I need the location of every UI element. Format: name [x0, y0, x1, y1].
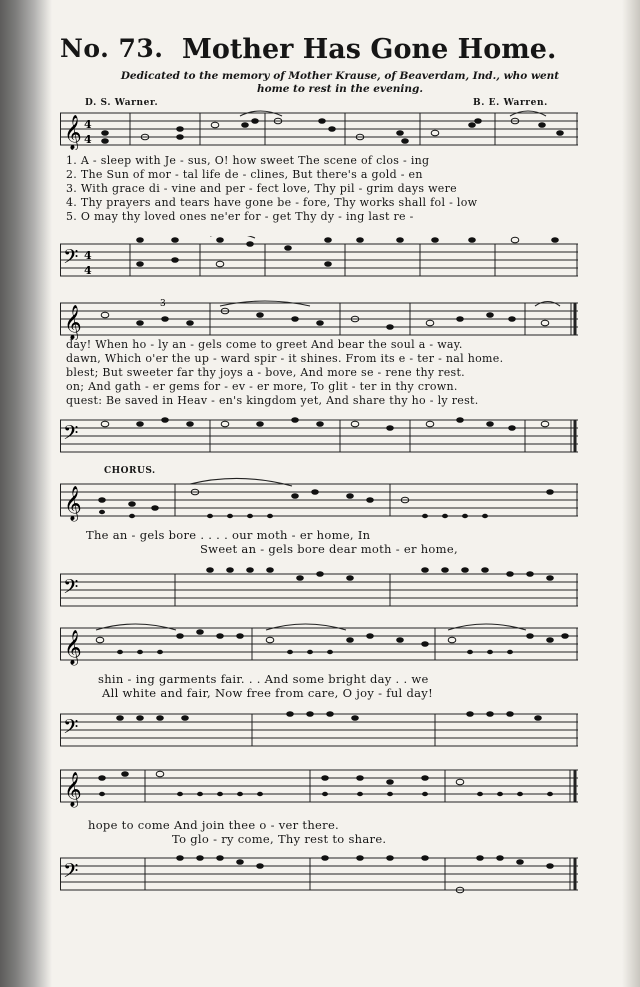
verse-3-system-2: blest; But sweeter far thy joys a - bove, And more se - rene thy rest.: [66, 366, 465, 379]
svg-text:𝄢: 𝄢: [63, 715, 79, 743]
chorus-line-1-upper: The an - gels bore . . . . our moth - er home, In: [86, 528, 371, 542]
verse-1-system-1: 1. A - sleep with Je - sus, O! how sweet The scene of clos - ing: [66, 154, 430, 167]
verse-2-system-2: dawn, Which o'er the up - ward spir - it shines. From its e - ter - nal home.: [66, 352, 504, 365]
chorus-line-2-lower: All white and fair, Now free from care, O joy - ful day!: [102, 686, 433, 700]
svg-text:𝄞: 𝄞: [64, 486, 82, 521]
verse-4-system-1: 4. Thy prayers and tears have gone be - fore, Thy works shall fol - low: [66, 196, 478, 209]
hymn-number: No. 73.: [60, 34, 164, 63]
svg-text:𝄞: 𝄞: [64, 305, 82, 340]
bass-staff: [60, 410, 580, 458]
svg-text:4: 4: [84, 264, 92, 277]
bass-staff: [60, 704, 580, 754]
music-system-4: [60, 620, 580, 760]
svg-text:𝄢: 𝄢: [63, 575, 79, 603]
dedication: [80, 70, 600, 96]
chorus-line-3-upper: hope to come And join thee o - ver there.: [88, 818, 340, 832]
verse-5-system-2: quest: Be saved in Heav - en's kingdom yet, And share thy ho - ly rest.: [66, 394, 479, 407]
music-system-3: [60, 466, 580, 616]
verse-4-system-2: on; And gath - er gems for - ev - er more, To glit - ter in thy crown.: [66, 380, 458, 393]
chorus-label: CHORUS.: [104, 466, 156, 476]
svg-text:𝄢: 𝄢: [63, 421, 79, 449]
treble-staff: [60, 620, 580, 666]
svg-text:𝄞: 𝄞: [64, 630, 82, 665]
verse-1-system-2: day! When ho - ly an - gels come to greet And bear the soul a - way.: [66, 338, 463, 351]
svg-text:𝄞: 𝄞: [64, 772, 82, 807]
chorus-line-1-lower: Sweet an - gels bore dear moth - er home,: [200, 542, 458, 556]
bass-staff: [60, 236, 580, 281]
bass-staff: [60, 564, 580, 612]
dedication-line-2: home to rest in the evening.: [256, 83, 424, 95]
verse-2-system-1: 2. The Sun of mor - tal life de - clines, But there's a gold - en: [66, 168, 423, 181]
svg-text:3: 3: [160, 299, 166, 309]
svg-text:4: 4: [84, 133, 92, 146]
hymn-title: Mother Has Gone Home.: [182, 34, 557, 65]
composer-credit: B. E. Warren.: [473, 98, 548, 108]
chorus-line-3-lower: To glo - ry come, Thy rest to share.: [172, 832, 387, 846]
chorus-line-2-upper: shin - ing garments fair. . . And some bright day . . we: [98, 672, 429, 686]
music-system-5: [60, 762, 580, 912]
svg-text:𝄞: 𝄞: [64, 115, 82, 150]
treble-staff: [60, 762, 580, 808]
lyricist-credit: D. S. Warner.: [85, 98, 159, 108]
verse-5-system-1: 5. O may thy loved ones ne'er for - get Thy dy - ing last re -: [66, 210, 414, 223]
dedication-line-1: Dedicated to the memory of Mother Krause, of Beaverdam, Ind., who went: [120, 70, 560, 82]
treble-staff: [60, 108, 580, 150]
verse-3-system-1: 3. With grace di - vine and per - fect love, Thy pil - grim days were: [66, 182, 457, 195]
treble-staff: [60, 298, 580, 340]
scan-edge-fade: [622, 0, 640, 987]
svg-text:𝄢: 𝄢: [63, 859, 79, 887]
music-system-1: [60, 108, 580, 283]
scan-edge-shadow: [0, 0, 52, 987]
svg-text:4: 4: [84, 118, 92, 131]
svg-text:4: 4: [84, 249, 92, 262]
svg-text:𝄢: 𝄢: [63, 245, 79, 273]
treble-staff: [60, 476, 580, 526]
bass-staff: [60, 848, 580, 904]
music-system-2: [60, 298, 580, 473]
